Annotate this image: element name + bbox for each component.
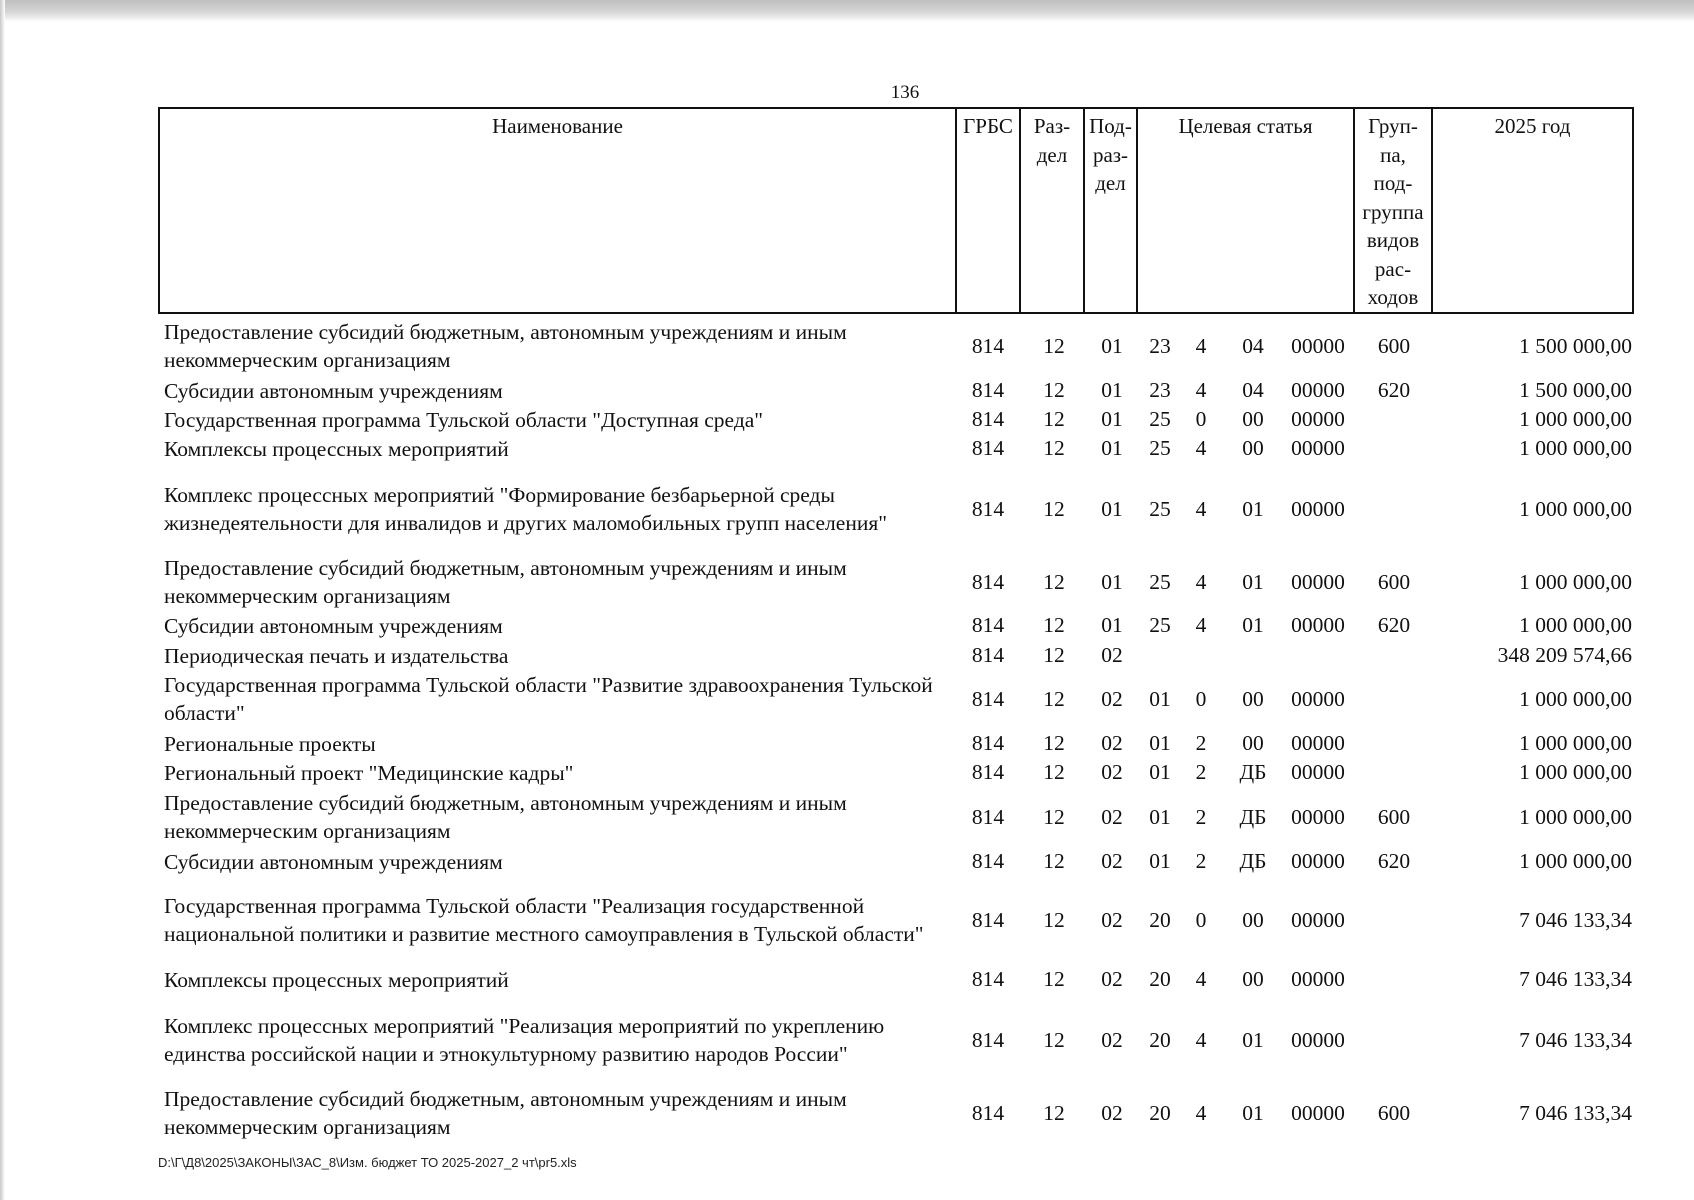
row-target-program <box>1138 641 1182 670</box>
row-name: Субсидии автономным учреждениям <box>164 849 503 874</box>
row-target-direction: 00000 <box>1291 496 1345 521</box>
row-grbs: 814 <box>971 804 1005 829</box>
table-row <box>0 965 1694 994</box>
row-group: 620 <box>1377 613 1411 637</box>
row-target-type: 4 <box>1195 378 1207 402</box>
row-target-direction: 00000 <box>1291 436 1345 460</box>
row-target-complex: 01 <box>1242 496 1264 521</box>
header-podrazdel-line: раз- <box>1092 142 1129 167</box>
row-amount: 1 000 000,00 <box>1519 849 1632 873</box>
row-amount: 1 000 000,00 <box>1519 613 1632 637</box>
row-podrazdel: 01 <box>1101 569 1123 594</box>
row-target-program: 01 <box>1149 731 1171 755</box>
row-group <box>1352 670 1436 728</box>
row-name: Комплексы процессных мероприятий <box>164 436 509 461</box>
row-grbs: 814 <box>971 1100 1005 1125</box>
row-podrazdel: 02 <box>1101 643 1123 667</box>
row-target-type: 4 <box>1195 967 1207 991</box>
row-razdel: 12 <box>1043 378 1065 402</box>
row-target-complex: ДБ <box>1239 804 1267 829</box>
row-amount: 1 000 000,00 <box>1519 436 1632 460</box>
row-target-program: 20 <box>1149 907 1171 932</box>
file-path-footer: D:\Г\Д8\2025\ЗАКОНЫ\ЗАС_8\Изм. бюджет ТО 2025-2027_2 чт\pr5.xls <box>158 1155 577 1170</box>
row-name: Комплекс процессных мероприятий "Реализация мероприятий по укреплению единства российской нации и этнокультурному развитию народов России" <box>164 1014 885 1066</box>
row-group <box>1352 405 1436 434</box>
row-razdel: 12 <box>1043 496 1065 521</box>
row-grbs: 814 <box>971 407 1005 431</box>
row-target-direction: 00000 <box>1291 378 1345 402</box>
row-name: Предоставление субсидий бюджетным, автономным учреждениям и иным некоммерческим организациям <box>164 320 847 372</box>
row-target-program: 01 <box>1149 804 1171 829</box>
header-razdel <box>1021 109 1085 312</box>
row-target-type: 4 <box>1195 333 1207 358</box>
row-amount: 348 209 574,66 <box>1497 643 1632 667</box>
row-target-program: 25 <box>1149 407 1171 431</box>
row-group <box>1352 434 1436 463</box>
row-name: Региональные проекты <box>164 731 376 756</box>
row-name: Субсидии автономным учреждениям <box>164 613 503 638</box>
row-name: Комплекс процессных мероприятий "Формирование безбарьерной среды жизнедеятельности для инвалидов и других маломобильных групп населения" <box>164 483 887 535</box>
table-row <box>0 611 1694 640</box>
table-row <box>0 553 1694 611</box>
row-podrazdel: 02 <box>1101 804 1123 829</box>
row-group: 600 <box>1377 333 1411 358</box>
row-podrazdel: 02 <box>1101 849 1123 873</box>
row-grbs: 814 <box>971 731 1005 755</box>
table-row <box>0 1084 1694 1142</box>
row-podrazdel: 02 <box>1101 1027 1123 1052</box>
row-group <box>1352 876 1436 964</box>
row-name: Комплексы процессных мероприятий <box>164 967 509 992</box>
row-name: Предоставление субсидий бюджетным, автономным учреждениям и иным некоммерческим организациям <box>164 556 847 608</box>
row-amount: 1 000 000,00 <box>1519 569 1632 594</box>
row-podrazdel: 02 <box>1101 1100 1123 1125</box>
row-grbs: 814 <box>971 613 1005 637</box>
table-row <box>0 670 1694 728</box>
row-target-complex: 00 <box>1242 407 1264 431</box>
row-grbs: 814 <box>971 849 1005 873</box>
row-target-type: 2 <box>1195 760 1207 784</box>
row-podrazdel: 02 <box>1101 967 1123 991</box>
row-amount: 7 046 133,34 <box>1519 1100 1632 1125</box>
row-target-direction: 00000 <box>1291 907 1345 932</box>
row-target-program: 25 <box>1149 569 1171 594</box>
row-target-complex: 00 <box>1242 967 1264 991</box>
header-year-line: 2025 год <box>1494 114 1571 138</box>
row-target-program: 25 <box>1149 496 1171 521</box>
row-group <box>1352 474 1436 544</box>
row-target-program: 01 <box>1149 760 1171 784</box>
header-razdel-line: Раз- <box>1033 114 1071 138</box>
row-razdel: 12 <box>1043 1100 1065 1125</box>
row-razdel: 12 <box>1043 849 1065 873</box>
row-target-type: 4 <box>1195 496 1207 521</box>
row-target-program: 20 <box>1149 1027 1171 1052</box>
row-target-complex: 01 <box>1242 613 1264 637</box>
header-name <box>160 109 957 312</box>
row-razdel: 12 <box>1043 804 1065 829</box>
row-target-direction <box>1280 641 1356 670</box>
row-target-type: 0 <box>1195 907 1207 932</box>
header-group <box>1355 109 1433 312</box>
table-row <box>0 434 1694 463</box>
row-name: Государственная программа Тульской области "Реализация государственной национальной политики и развитие местного самоуправления в Тульской области" <box>164 894 924 946</box>
row-target-type: 2 <box>1195 731 1207 755</box>
row-target-complex: 00 <box>1242 731 1264 755</box>
row-target-program: 25 <box>1149 613 1171 637</box>
row-target-program: 25 <box>1149 436 1171 460</box>
table-row <box>0 729 1694 758</box>
header-grbs-line: ГРБС <box>963 114 1013 138</box>
row-target-program: 20 <box>1149 1100 1171 1125</box>
row-target-type: 4 <box>1195 569 1207 594</box>
row-name: Региональный проект "Медицинские кадры" <box>164 760 574 785</box>
table-row <box>0 474 1694 544</box>
row-target-program: 23 <box>1149 333 1171 358</box>
header-podrazdel-line: дел <box>1095 171 1126 195</box>
row-target-complex <box>1230 641 1276 670</box>
header-group-line: Груп- <box>1368 114 1418 138</box>
row-grbs: 814 <box>971 686 1005 711</box>
row-grbs: 814 <box>971 967 1005 991</box>
header-group-line: видов <box>1366 228 1420 252</box>
row-name: Государственная программа Тульской области "Развитие здравоохранения Тульской области" <box>164 673 933 725</box>
row-target-direction: 00000 <box>1291 849 1345 873</box>
header-group-line: рас- <box>1374 256 1412 281</box>
row-target-program: 20 <box>1149 967 1171 991</box>
row-amount: 1 000 000,00 <box>1519 496 1632 521</box>
row-group: 600 <box>1377 804 1411 829</box>
row-target-direction: 00000 <box>1291 731 1345 755</box>
row-razdel: 12 <box>1043 1027 1065 1052</box>
table-row <box>0 847 1694 876</box>
row-target-type <box>1186 641 1216 670</box>
row-target-direction: 00000 <box>1291 1027 1345 1052</box>
row-target-complex: 00 <box>1242 686 1264 711</box>
header-name-line: Наименование <box>492 114 623 138</box>
row-amount: 7 046 133,34 <box>1519 1027 1632 1052</box>
row-target-type: 0 <box>1195 407 1207 431</box>
row-group <box>1352 965 1436 994</box>
row-podrazdel: 01 <box>1101 378 1123 402</box>
row-razdel: 12 <box>1043 731 1065 755</box>
row-group: 620 <box>1377 849 1411 873</box>
row-target-type: 4 <box>1195 613 1207 637</box>
header-razdel-line: дел <box>1036 142 1068 167</box>
row-amount: 7 046 133,34 <box>1519 967 1632 991</box>
scan-edge <box>0 0 1694 22</box>
row-amount: 1 500 000,00 <box>1519 378 1632 402</box>
row-grbs: 814 <box>971 333 1005 358</box>
row-target-complex: 00 <box>1242 907 1264 932</box>
row-podrazdel: 01 <box>1101 407 1123 431</box>
row-group <box>1352 1005 1436 1075</box>
table-row <box>0 405 1694 434</box>
row-group: 600 <box>1377 569 1411 594</box>
row-group <box>1352 758 1436 787</box>
table-row <box>0 641 1694 670</box>
row-target-type: 2 <box>1195 804 1207 829</box>
header-group-line: ходов <box>1367 285 1419 309</box>
row-amount: 1 000 000,00 <box>1519 731 1632 755</box>
row-target-direction: 00000 <box>1291 686 1345 711</box>
header-group-line: группа <box>1362 199 1424 224</box>
row-target-direction: 00000 <box>1291 613 1345 637</box>
row-target-direction: 00000 <box>1291 333 1345 358</box>
row-amount: 1 500 000,00 <box>1519 333 1632 358</box>
row-amount: 1 000 000,00 <box>1519 804 1632 829</box>
row-group: 600 <box>1377 1100 1411 1125</box>
row-razdel: 12 <box>1043 643 1065 667</box>
row-group <box>1352 641 1436 670</box>
row-target-direction: 00000 <box>1291 804 1345 829</box>
header-podrazdel <box>1085 109 1138 312</box>
row-target-program: 23 <box>1149 378 1171 402</box>
row-razdel: 12 <box>1043 907 1065 932</box>
row-podrazdel: 02 <box>1101 731 1123 755</box>
table-header <box>158 107 1634 314</box>
row-amount: 1 000 000,00 <box>1519 407 1632 431</box>
row-target-direction: 00000 <box>1291 569 1345 594</box>
row-grbs: 814 <box>971 436 1005 460</box>
row-grbs: 814 <box>971 643 1005 667</box>
header-grbs <box>957 109 1021 312</box>
header-target <box>1138 109 1355 312</box>
table-row <box>0 376 1694 405</box>
row-podrazdel: 02 <box>1101 907 1123 932</box>
row-target-program: 01 <box>1149 686 1171 711</box>
row-target-complex: 00 <box>1242 436 1264 460</box>
header-target-line: Целевая статья <box>1178 114 1313 138</box>
row-razdel: 12 <box>1043 333 1065 358</box>
table-row <box>0 1005 1694 1075</box>
page-number: 136 <box>890 82 920 103</box>
row-grbs: 814 <box>971 907 1005 932</box>
row-grbs: 814 <box>971 496 1005 521</box>
row-target-complex: 01 <box>1242 1100 1264 1125</box>
row-podrazdel: 01 <box>1101 496 1123 521</box>
row-target-type: 0 <box>1195 686 1207 711</box>
row-amount: 1 000 000,00 <box>1519 686 1632 711</box>
row-razdel: 12 <box>1043 760 1065 784</box>
row-grbs: 814 <box>971 569 1005 594</box>
row-podrazdel: 01 <box>1101 333 1123 358</box>
row-podrazdel: 02 <box>1101 760 1123 784</box>
row-grbs: 814 <box>971 1027 1005 1052</box>
row-podrazdel: 02 <box>1101 686 1123 711</box>
row-target-complex: 04 <box>1242 333 1264 358</box>
row-grbs: 814 <box>971 378 1005 402</box>
row-razdel: 12 <box>1043 436 1065 460</box>
row-name: Периодическая печать и издательства <box>164 643 509 668</box>
row-name: Предоставление субсидий бюджетным, автономным учреждениям и иным некоммерческим организациям <box>164 1087 847 1139</box>
table-row <box>0 758 1694 787</box>
header-podrazdel-line: Под- <box>1089 114 1132 138</box>
row-target-type: 2 <box>1195 849 1207 873</box>
row-target-type: 4 <box>1195 1027 1207 1052</box>
row-name: Субсидии автономным учреждениям <box>164 378 503 403</box>
row-podrazdel: 01 <box>1101 613 1123 637</box>
row-grbs: 814 <box>971 760 1005 784</box>
row-target-direction: 00000 <box>1291 760 1345 784</box>
row-amount: 7 046 133,34 <box>1519 907 1632 932</box>
row-podrazdel: 01 <box>1101 436 1123 460</box>
row-razdel: 12 <box>1043 569 1065 594</box>
row-razdel: 12 <box>1043 967 1065 991</box>
table-row <box>0 876 1694 964</box>
row-amount: 1 000 000,00 <box>1519 760 1632 784</box>
row-name: Государственная программа Тульской области "Доступная среда" <box>164 407 764 432</box>
row-target-complex: 01 <box>1242 569 1264 594</box>
row-razdel: 12 <box>1043 407 1065 431</box>
row-target-type: 4 <box>1195 1100 1207 1125</box>
row-target-complex: 01 <box>1242 1027 1264 1052</box>
table-row <box>0 318 1694 374</box>
row-target-direction: 00000 <box>1291 407 1345 431</box>
row-razdel: 12 <box>1043 686 1065 711</box>
row-target-direction: 00000 <box>1291 967 1345 991</box>
row-target-program: 01 <box>1149 849 1171 873</box>
row-target-complex: 04 <box>1242 378 1264 402</box>
table-row <box>0 788 1694 846</box>
row-target-direction: 00000 <box>1291 1100 1345 1125</box>
row-razdel: 12 <box>1043 613 1065 637</box>
row-target-complex: ДБ <box>1239 849 1267 873</box>
row-group: 620 <box>1377 378 1411 402</box>
header-year <box>1433 109 1632 312</box>
row-group <box>1352 729 1436 758</box>
header-group-line: под- <box>1373 171 1413 195</box>
row-target-type: 4 <box>1195 436 1207 460</box>
row-name: Предоставление субсидий бюджетным, автономным учреждениям и иным некоммерческим организациям <box>164 791 847 843</box>
header-group-line: па, <box>1380 142 1406 167</box>
row-target-complex: ДБ <box>1239 760 1267 784</box>
